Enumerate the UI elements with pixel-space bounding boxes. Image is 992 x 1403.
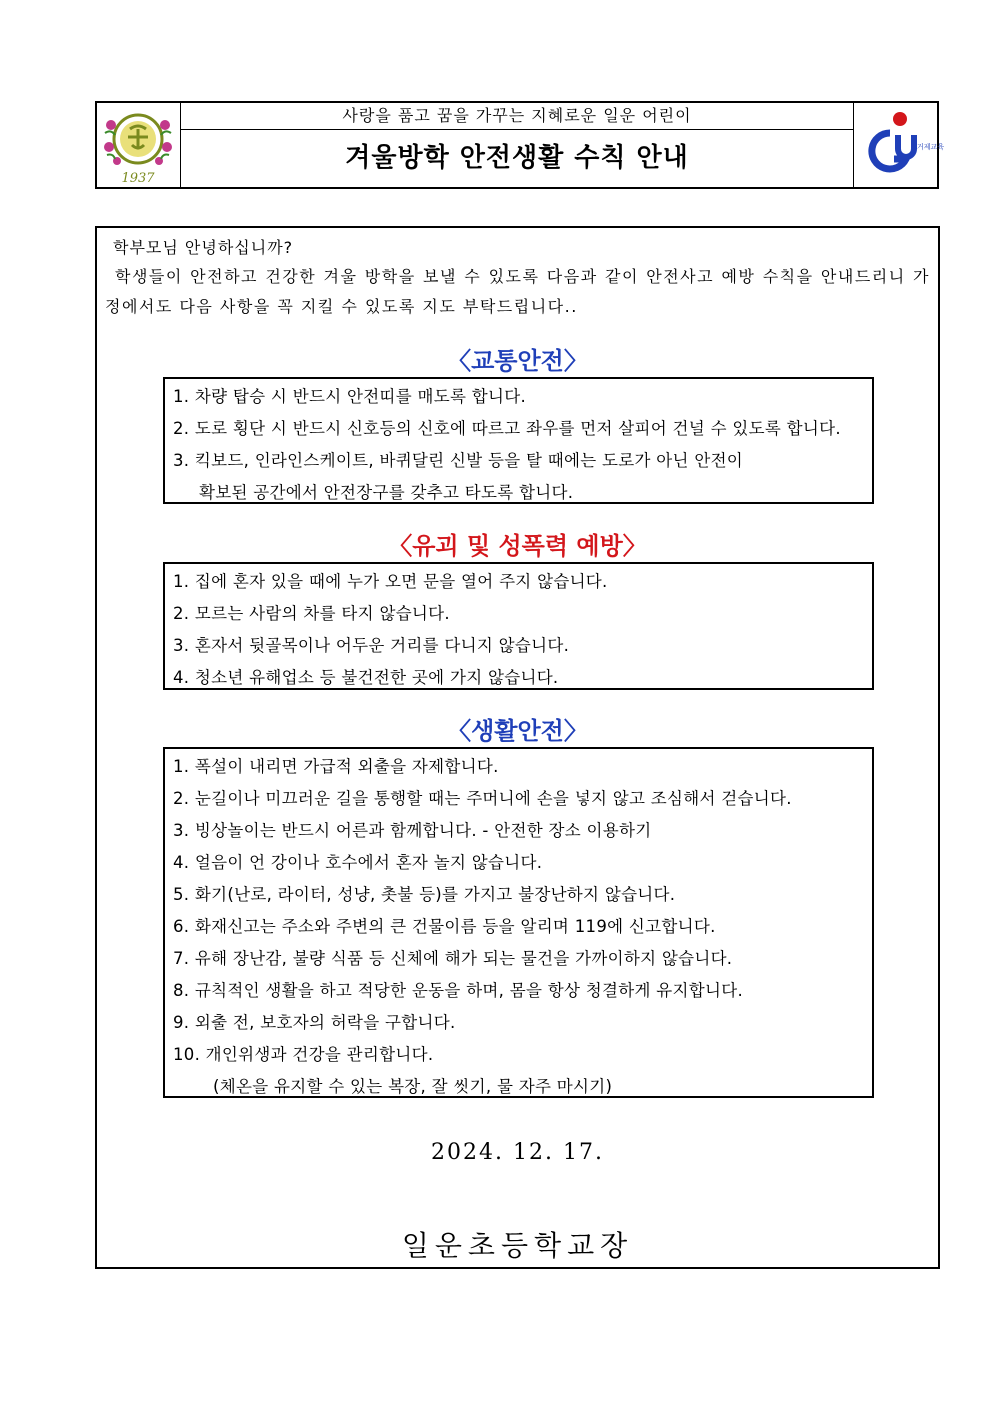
- intro-paragraph: 학생들이 안전하고 건강한 겨울 방학을 보낼 수 있도록 다음과 같이 안전사고 예방 수칙을 안내드리니 가정에서도 다음 사항을 꼭 지킬 수 있도록 지도 부탁드립니다..: [105, 267, 930, 316]
- list-item: 9. 외출 전, 보호자의 허락을 구합니다.: [173, 1013, 456, 1032]
- list-item: 10. 개인위생과 건강을 관리합니다.: [173, 1045, 434, 1064]
- abduction-prevention-list: [163, 562, 874, 690]
- section-title-abduction-prevention: 〈유괴 및 성폭력 예방〉: [388, 532, 647, 560]
- section-title-traffic-safety: 〈교통안전〉: [447, 347, 588, 375]
- list-item: 2. 모르는 사람의 차를 타지 않습니다.: [173, 604, 450, 623]
- list-item: 6. 화재신고는 주소와 주변의 큰 건물이름 등을 알리며 119에 신고합니다.: [173, 917, 716, 936]
- list-item: 1. 차량 탑승 시 반드시 안전띠를 매도록 합니다.: [173, 387, 527, 406]
- list-item: 확보된 공간에서 안전장구를 갖추고 타도록 합니다.: [199, 483, 574, 502]
- document-date: 2024. 12. 17.: [431, 1140, 604, 1165]
- list-item: 4. 청소년 유해업소 등 불건전한 곳에 가지 않습니다.: [173, 668, 559, 687]
- svg-text:1937: 1937: [121, 171, 155, 186]
- section-title-life-safety: 〈생활안전〉: [447, 717, 588, 745]
- list-item: 2. 도로 횡단 시 반드시 신호등의 신호에 따르고 좌우를 먼저 살피어 건널 수 있도록 합니다.: [173, 419, 841, 438]
- list-item: 1. 폭설이 내리면 가급적 외출을 자제합니다.: [173, 757, 499, 776]
- signer-name: 일운초등학교장: [401, 1229, 634, 1262]
- list-item: 8. 규칙적인 생활을 하고 적당한 운동을 하며, 몸을 항상 청결하게 유지합니다.: [173, 981, 744, 1000]
- traffic-safety-list: [163, 377, 874, 504]
- list-item: 3. 혼자서 뒷골목이나 어두운 거리를 다니지 않습니다.: [173, 636, 570, 655]
- list-item: 4. 얼음이 언 강이나 호수에서 혼자 놀지 않습니다.: [173, 853, 543, 872]
- school-motto: 사랑을 품고 꿈을 가꾸는 지혜로운 일운 어린이: [181, 103, 853, 130]
- list-item: 7. 유해 장난감, 불량 식품 등 신체에 해가 되는 물건을 가까이하지 않습니다.: [173, 949, 733, 968]
- page-title: 겨울방학 안전생활 수칙 안내: [345, 143, 689, 173]
- school-emblem-icon: [97, 103, 181, 187]
- list-item: 5. 화기(난로, 라이터, 성냥, 촛불 등)를 가지고 불장난하지 않습니다.: [173, 885, 676, 904]
- list-item: 2. 눈길이나 미끄러운 길을 통행할 때는 주머니에 손을 넣지 않고 조심해서 걷습니다.: [173, 789, 792, 808]
- education-office-logo-icon: [853, 103, 945, 187]
- notice-body: [95, 226, 940, 1269]
- list-item: (체온을 유지할 수 있는 복장, 잘 씻기, 물 자주 마시기): [213, 1077, 613, 1096]
- list-item: 3. 빙상놀이는 반드시 어른과 함께합니다. - 안전한 장소 이용하기: [173, 821, 652, 840]
- list-item: 1. 집에 혼자 있을 때에 누가 오면 문을 열어 주지 않습니다.: [173, 572, 608, 591]
- svg-text:거제교육: 거제교육: [917, 143, 945, 151]
- document-header: [95, 101, 945, 189]
- greeting-text: 학부모님 안녕하십니까?: [113, 238, 294, 257]
- life-safety-list: [163, 747, 874, 1098]
- list-item: 3. 킥보드, 인라인스케이트, 바퀴달린 신발 등을 탈 때에는 도로가 아닌 안전이: [173, 451, 744, 470]
